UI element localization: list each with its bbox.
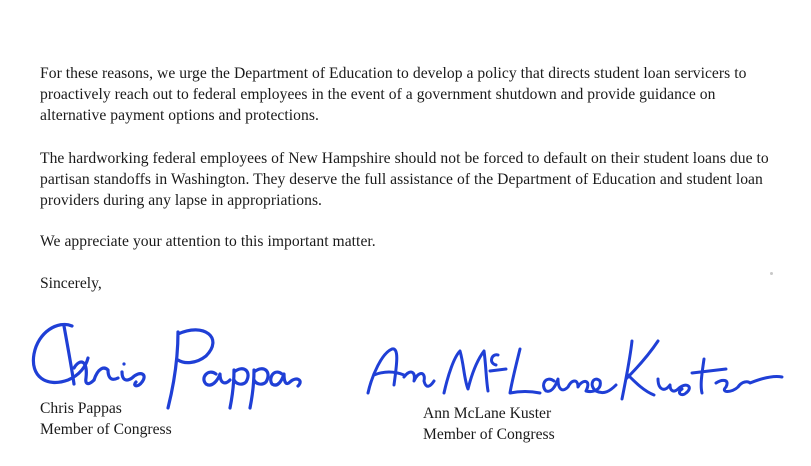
signatory-name: Ann McLane Kuster <box>423 405 552 422</box>
body-paragraph-2: The hardworking federal employees of New Hampshire should not be forced to default on their student loans due to partisan standoffs in Washington. They deserve the full assistance of the Department of Education and student loan providers during any lapse in appropriations. <box>40 150 769 209</box>
closing-salutation: Sincerely, <box>40 275 102 292</box>
signatory-title: Member of Congress <box>40 421 172 438</box>
signature-ann-mclane-kuster <box>364 335 784 403</box>
scan-speck <box>770 272 773 275</box>
signature-chris-pappas <box>28 318 308 410</box>
body-paragraph-3: We appreciate your attention to this important matter. <box>40 233 376 250</box>
signatory-name: Chris Pappas <box>40 400 122 417</box>
signatory-block-2 <box>423 403 555 445</box>
signatory-block-1 <box>40 398 172 440</box>
body-paragraph-1: For these reasons, we urge the Department of Education to develop a policy that directs student loan servicers to proactively reach out to federal employees in the event of a government shutdown and provide guidance on alternative payment options and protections. <box>40 65 747 124</box>
signatory-title: Member of Congress <box>423 426 555 443</box>
